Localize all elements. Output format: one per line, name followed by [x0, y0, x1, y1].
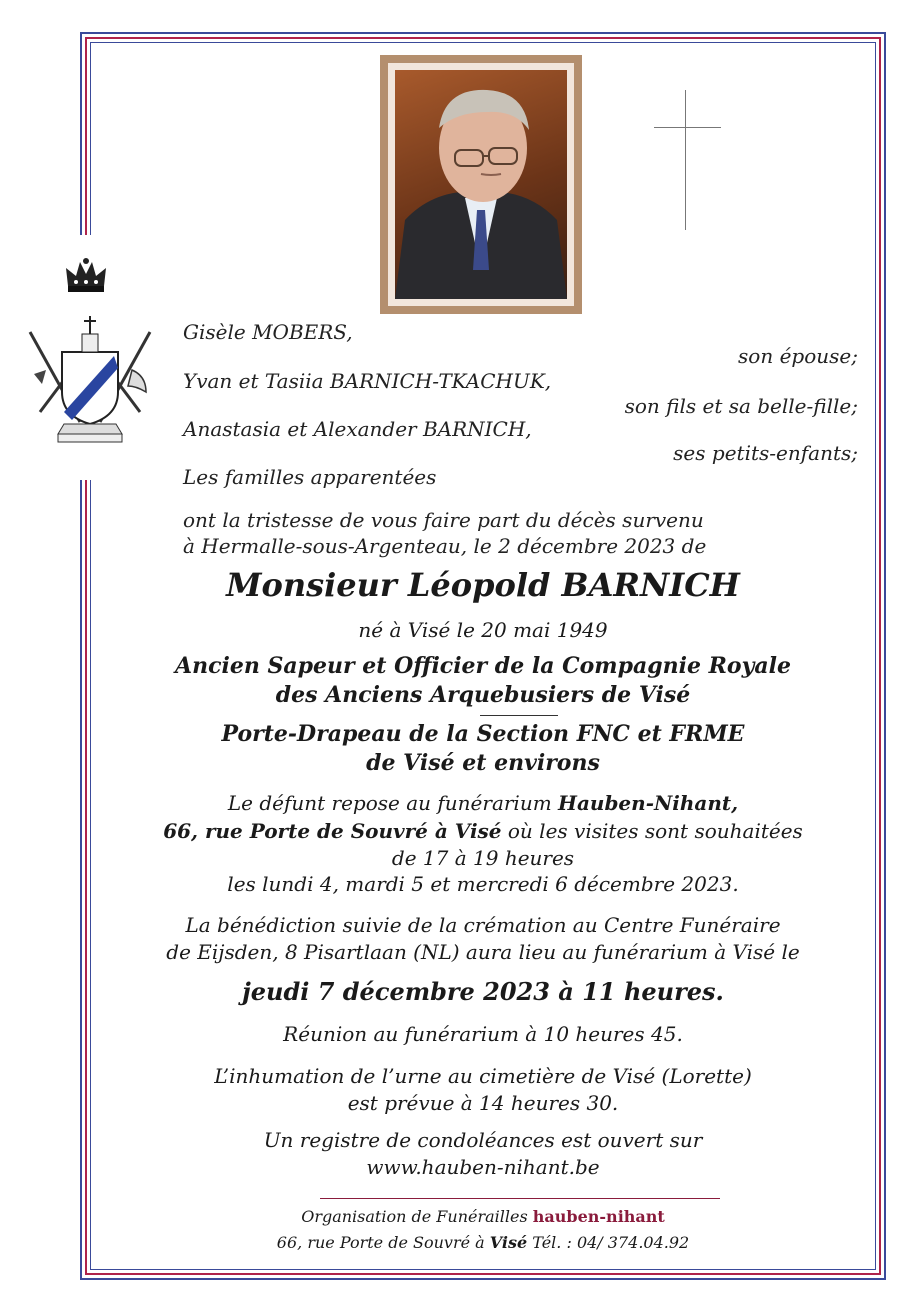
visits-line-2: [100, 819, 866, 843]
visits-line-1: [100, 791, 866, 815]
family-relation-2: son fils et sa belle-fille;: [624, 394, 858, 418]
cross-bar: [654, 127, 721, 128]
meeting-info: Réunion au funérarium à 10 heures 45.: [283, 1022, 683, 1046]
visits-pre: Le défunt repose au funérarium: [227, 791, 559, 815]
footer-divider: [320, 1198, 720, 1199]
registry-line-1: Un registre de condoléances est ouvert sur: [263, 1128, 703, 1152]
cross-icon: [685, 90, 686, 230]
portrait-photo: [395, 70, 567, 299]
title-2-line-2: de Visé et environs: [366, 750, 600, 776]
family-name-4: Les familles apparentées: [183, 465, 437, 489]
footer-tel: Tél. : 04/ 374.04.92: [527, 1233, 690, 1252]
urn-line-1: L’inhumation de l’urne au cimetière de Visé (Lorette): [214, 1064, 752, 1088]
footer-address: [100, 1233, 866, 1252]
portrait-frame: [380, 55, 582, 314]
registry-link[interactable]: www.hauben-nihant.be: [366, 1155, 600, 1179]
ceremony-line-2: de Eijsden, 8 Pisartlaan (NL) aura lieu au funérarium à Visé le: [166, 940, 800, 964]
announce-line-1: ont la tristesse de vous faire part du décès survenu: [183, 508, 704, 532]
visits-days: les lundi 4, mardi 5 et mercredi 6 décembre 2023.: [227, 872, 739, 896]
deceased-name: Monsieur Léopold BARNICH: [226, 566, 740, 604]
urn-line-2: est prévue à 14 heures 30.: [347, 1091, 619, 1115]
title-2-line-1: Porte-Drapeau de la Section FNC et FRME: [221, 721, 745, 747]
crown-icon: [62, 256, 110, 294]
footer-addr-pre: 66, rue Porte de Souvré à: [276, 1233, 490, 1252]
title-1-line-1: Ancien Sapeur et Officier de la Compagnie Royale: [175, 653, 791, 679]
family-name-2: Yvan et Tasiia BARNICH-TKACHUK,: [183, 369, 552, 393]
birth-info: né à Visé le 20 mai 1949: [358, 618, 608, 642]
family-relation-1: son épouse;: [738, 344, 858, 368]
footer-org: [100, 1207, 866, 1226]
title-divider: [480, 715, 558, 716]
funeral-home-name: Hauben-Nihant,: [558, 791, 739, 815]
footer-addr-city: Visé: [489, 1233, 528, 1252]
ceremony-line-1: La bénédiction suivie de la crémation au Centre Funéraire: [185, 913, 781, 937]
family-name-1: Gisèle MOBERS,: [183, 320, 353, 344]
ceremony-date: jeudi 7 décembre 2023 à 11 heures.: [242, 977, 724, 1006]
visits-post: où les visites sont souhaitées: [501, 819, 803, 843]
coat-of-arms-icon: [20, 312, 160, 452]
family-relation-3: ses petits-enfants;: [673, 441, 858, 465]
announce-line-2: à Hermalle-sous-Argenteau, le 2 décembre 2023 de: [183, 534, 707, 558]
visits-hours: de 17 à 19 heures: [391, 846, 575, 870]
funeral-home-address: 66, rue Porte de Souvré à Visé: [163, 819, 502, 843]
title-1-line-2: des Anciens Arquebusiers de Visé: [275, 682, 691, 708]
family-name-3: Anastasia et Alexander BARNICH,: [183, 417, 532, 441]
footer-org-label: Organisation de Funérailles: [301, 1207, 533, 1226]
brand-logo: hauben-nihant: [532, 1207, 665, 1226]
